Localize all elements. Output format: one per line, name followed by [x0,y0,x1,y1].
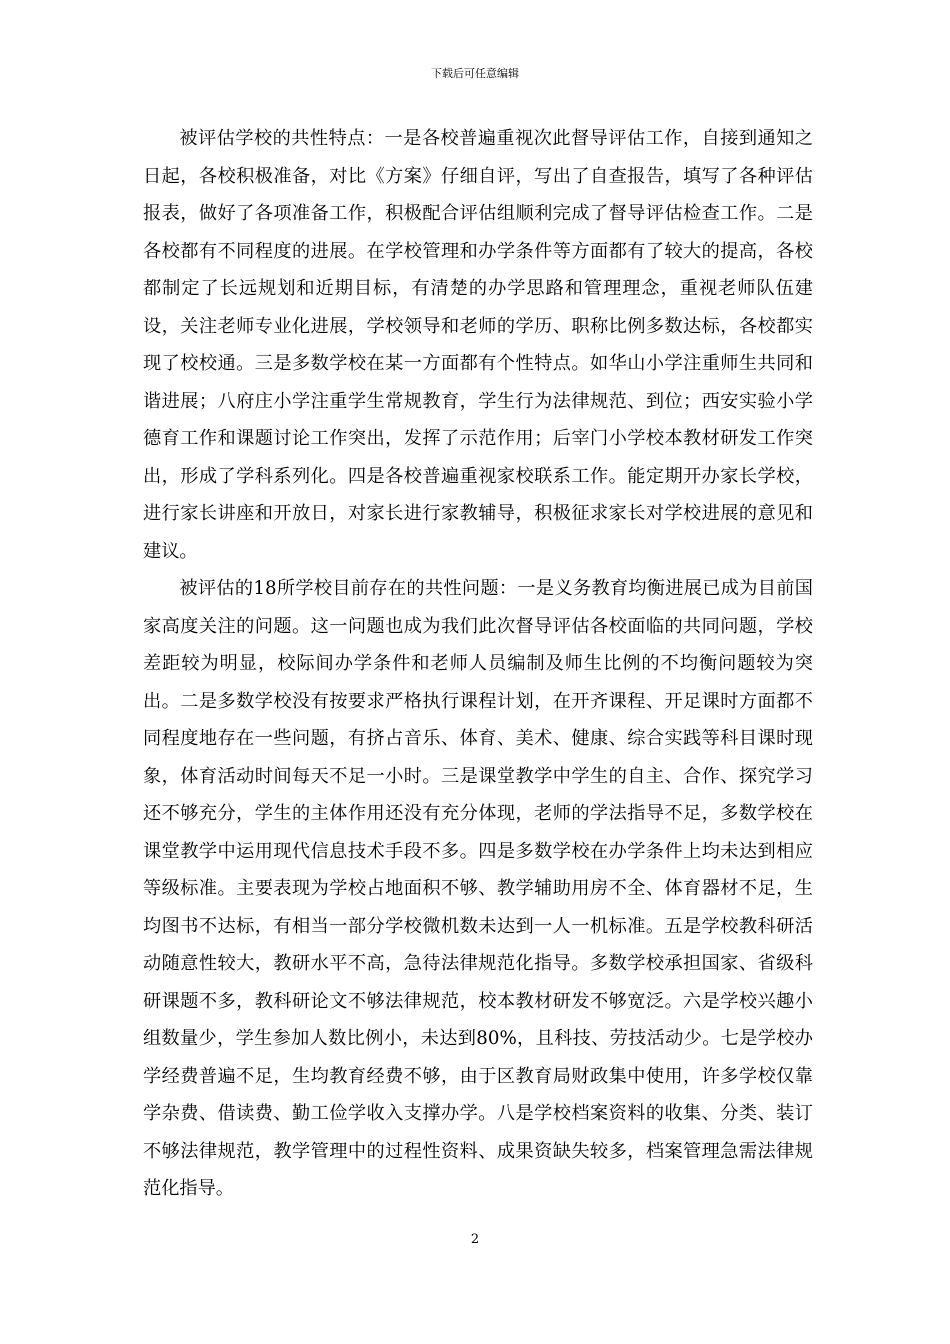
page-number: 2 [470,1232,480,1247]
paragraph-common-problems: 被评估的18所学校目前存在的共性问题：一是义务教育均衡进展已成为目前国家高度关注的问题。这一问题也成为我们此次督导评估各校面临的共同问题，学校差距较为明显，校际间办学条件和老师人员编制及师生比例的不均衡问题较为突出。二是多数学校没有按要求严格执行课程计划，在开齐课程、开足课时方面都不同程度地存在一些问题，有挤占音乐、体育、美术、健康、综合实践等科目课时现象，体育活动时间每天不足一小时。三是课堂教学中学生的自主、合作、探究学习还不够充分，学生的主体作用还没有充分体现，老师的学法指导不足，多数学校在课堂教学中运用现代信息技术手段不多。四是多数学校在办学条件上均未达到相应等级标准。主要表现为学校占地面积不够、教学辅助用房不全、体育器材不足，生均图书不达标，有相当一部分学校微机数未达到一人一机标准。五是学校教科研活动随意性较大，教研水平不高，急待法律规范化指导。多数学校承担国家、省级科研课题不多，教科研论文不够法律规范，校本教材研发不够宽泛。六是学校兴趣小组数量少，学生参加人数比例小，未达到80%，且科技、劳技活动少。七是学校办学经费普遍不足，生均教育经费不够，由于区教育局财政集中使用，许多学校仅靠学杂费、借读费、勤工俭学收入支撑办学。八是学校档案资料的收集、分类、装订不够法律规范，教学管理中的过程性资料、成果资缺失较多，档案管理急需法律规范化指导。 [143,578,813,1199]
page-header: 下载后可任意编辑 [431,67,519,80]
paragraph-common-features: 被评估学校的共性特点：一是各校普遍重视次此督导评估工作，自接到通知之日起，各校积极准备，对比《方案》仔细自评，写出了自查报告，填写了各种评估报表，做好了各项准备工作，积极配合评估组顺利完成了督导评估检查工作。二是各校都有不同程度的进展。在学校管理和办学条件等方面都有了较大的提高，各校都制定了长远规划和近期目标，有清楚的办学思路和管理理念，重视老师队伍建设，关注老师专业化进展，学校领导和老师的学历、职称比例多数达标，各校都实现了校校通。三是多数学校在某一方面都有个性特点。如华山小学注重师生共同和谐进展；八府庄小学注重学生常规教育，学生行为法律规范、到位；西安实验小学德育工作和课题讨论工作突出，发挥了示范作用；后宰门小学校本教材研发工作突出，形成了学科系列化。四是各校普遍重视家校联系工作。能定期开办家长学校，进行家长讲座和开放日，对家长进行家教辅导，积极征求家长对学校进展的意见和建议。 [143,128,813,562]
document-body [143,120,813,1208]
